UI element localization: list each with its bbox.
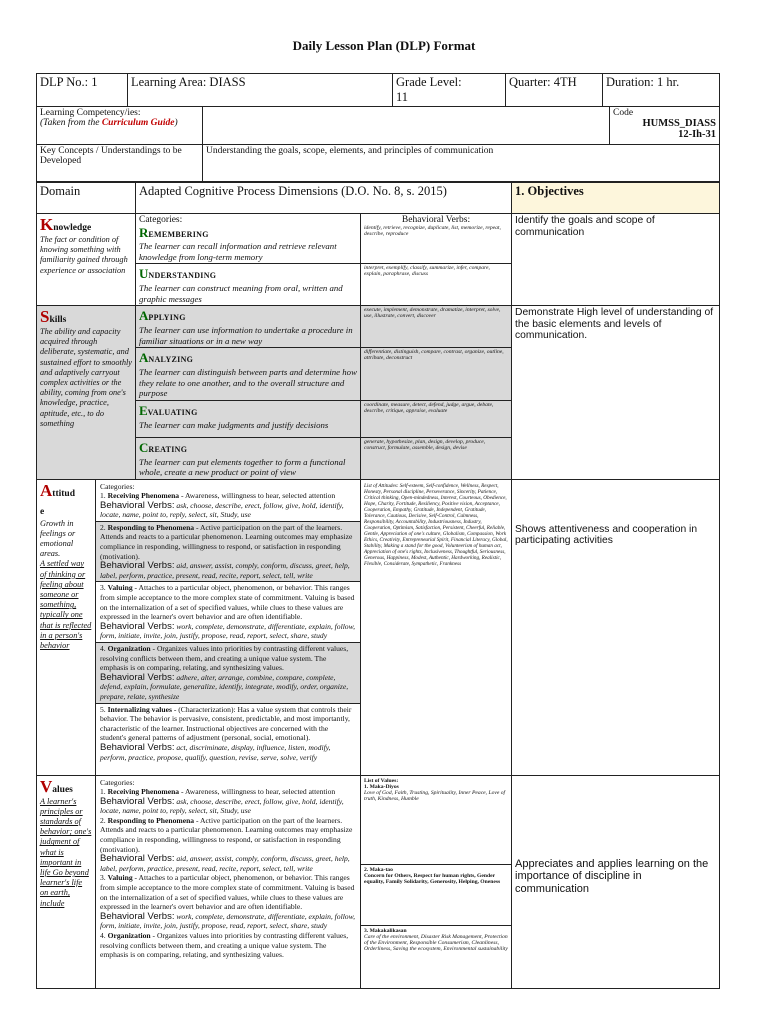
key-concepts-label: Key Concepts / Understandings to be Developed [37, 145, 203, 182]
evaluating-verbs: coordinate, measure, detect, defend, judge, argue, debate, describe, critique, appraise, evaluate [361, 400, 512, 437]
values-categories: Categories: 1. Receiving Phenomena - Awareness, willingness to hear, selected attention Behavioral Verbs: ask, choose, describe, erect, follow, give, hold, identify, locate, name, point to, reply, select, sit, Study, use 2. Responding to Phenomena - Active participation on the part of the learners. Attends and reacts to a particular phenomenon. Learning outcomes may emphasize compliance in responding, willingness to respond, or satisfaction in responding (motivation). Behavioral Verbs: aid, answer, assist, comply, conform, discuss, greet, help, label, perform, practice, present, read, recite, report, select, tell, write 3. Valuing - Attaches to a particular object, phenomenon, or behavior. This ranges from simple acceptance to the more complex state of commitment. Valuing is based on the internalization of a set of specified values, while clues to these values are expressed in the learner's overt behavior and are often identifiable. Behavioral Verbs: work, complete, demonstrate, differentiate, explain, follow, form, initiate, invite, join, justify, propose, read, report, select, share, study 4. Organization - Organizes values into priorities by contrasting different values, resolving conflicts between them, and creating a unique value system. The emphasis is on comparing, relating, and synthesizing values. [96, 775, 361, 988]
skills-desc: The ability and capacity acquired through deliberate, systematic, and sustained effort to smoothly and adaptively carryout complex activities or the ability, coming from one's knowledge, practice, aptitude, etc., to do something [40, 327, 132, 428]
remembering-cell: Categories: Remembering The learner can recall information and retrieve relevant knowledge from long-term memory [136, 214, 361, 264]
quarter: Quarter: 4TH [506, 74, 603, 107]
knowledge-cell: Knowledge The fact or condition of knowing something with familiarity gained through experience or association [37, 214, 136, 306]
analyzing-verbs: differentiate, distinguish, compare, contrast, organize, outline, attribute, deconstruct [361, 348, 512, 401]
adapted-header: Adapted Cognitive Process Dimensions (D.O. No. 8, s. 2015) [136, 183, 512, 214]
objectives-header: 1. Objectives [512, 183, 720, 214]
skills-objective: Demonstrate High level of understanding of the basic elements and levels of communication. [512, 306, 720, 480]
competency-table [36, 106, 720, 182]
competency-label-cell: Learning Competency/ies: (Taken from the Curriculum Guide) [37, 107, 203, 145]
skills-cell: Skills The ability and capacity acquired through deliberate, systematic, and sustained effort to smoothly and adaptively carryout complex activities or the ability, coming from one's knowledge, practice, aptitude, etc., to do something [37, 306, 136, 480]
competency-value [203, 107, 610, 145]
understanding-verbs: interpret, exemplify, classify, summarize, infer, compare, explain, paraphrase, discuss [361, 264, 512, 306]
attitude-categories: Categories: 1. Receiving Phenomena - Awareness, willingness to hear, selected attention Behavioral Verbs: ask, choose, describe, erect, follow, give, hold, identify, locate, name, point to, reply, select, sit, Study, use 2. Responding to Phenomena - Active participation on the part of the learners. Attends and reacts to a particular phenomenon. Learning outcomes may emphasize compliance in responding, willingness to respond, or satisfaction in responding (motivation). Behavioral Verbs: aid, answer, assist, comply, conform, discuss, greet, help, label, perform, practice, present, read, recite, report, select, tell, write 3. Valuing - Attaches to a particular object, phenomenon, or behavior. This ranges from simple acceptance to the more complex state of commitment. Valuing is based on the internalization of a set of specified values, while clues to these values are expressed in the learner's overt behavior and are often identifiable. Behavioral Verbs: work, complete, demonstrate, differentiate, explain, follow, form, initiate, invite, join, justify, propose, read, report, select, share, study 4. Organization - Organizes values into priorities by contrasting different values, resolving conflicts between them, and creating a unique value system. The emphasis is on comparing, relating, and synthesizing values. Behavioral Verbs: adhere, alter, arrange, combine, compare, complete, defend, explain, formulate, generalize, identify, integrate, modify, order, organize, prepare, relate, synthesize 5. Internalizing values - (Characterization): Has a value system that controls their behavior. The behavior is pervasive, consistent, predictable, and most importantly, characteristic of the learner. Instructional objectives are concerned with the student's general patterns of adjustment (personal, social, emotional). Behavioral Verbs: act, discriminate, display, influence, listen, modify, perform, practice, propose, qualify, question, revise, serve, solve, verify [96, 479, 361, 775]
key-concepts-text: Understanding the goals, scope, elements, and principles of communication [203, 145, 720, 182]
learning-area: Learning Area: DIASS [128, 74, 393, 107]
values-cell: Values A learner's principles or standards of behavior; one's judgment of what is important in life Go beyond learner's life on earth, include [37, 775, 96, 988]
domain-header: Domain [37, 183, 136, 214]
code-cell: Code HUMSS_DIASS 12-Ih-31 [610, 107, 720, 145]
creating-cell: Creating The learner can put elements together to form a functional whole, create a new product or point of view [136, 437, 361, 479]
values-objective: Appreciates and applies learning on the importance of discipline in communication [512, 775, 720, 988]
duration: Duration: 1 hr. [603, 74, 720, 107]
remembering-verbs: Behavioral Verbs: identify, retrieve, recognize, duplicate, list, memorize, repeat, describe, reproduce [361, 214, 512, 264]
applying-verbs: execute, implement, demonstrate, dramatize, interpret, solve, use, illustrate, convert, discover [361, 306, 512, 348]
understanding-cell: Understanding The learner can construct meaning from oral, written and graphic messages [136, 264, 361, 306]
domain-table [36, 182, 720, 989]
attitude-objective: Shows attentiveness and cooperation in participating activities [512, 479, 720, 775]
applying-cell: Applying The learner can use information to undertake a procedure in familiar situations or in a new way [136, 306, 361, 348]
grade-level: Grade Level: 11 [393, 74, 506, 107]
dlp-number: DLP No.: 1 [37, 74, 128, 107]
evaluating-cell: Evaluating The learner can make judgments and justify decisions [136, 400, 361, 437]
knowledge-desc: The fact or condition of knowing something with familiarity gained through experience or association [40, 235, 128, 275]
analyzing-cell: Analyzing The learner can distinguish between parts and determine how they relate to one another, and to the overall structure and purpose [136, 348, 361, 401]
document-title: Daily Lesson Plan (DLP) Format [292, 38, 476, 53]
attitudes-list: List of Attitudes: Self-esteem, Self-confidence, Wellness, Respect, Honesty, Personal discipline, Perseverance, Sincerity, Patience, Critical thinking, Open-mindedness, Interest, Courteous, Obedience, Hope, Charity, Fortitude, Resiliency, Positive vision, Acceptance, Cooperation, Empathy, Gratitude, Independent, Gratitude, Tolerance, Cautious, Decisive, Self-Control, Calmness, Responsibility, Accountability, Industriousness, Industry, Cooperation, Optimism, Satisfaction, Persistent, Cheerful, Reliable, Gentle, Appreciation of one's culture, Globalism, Compassion, Work Ethics, Creativity, Entrepreneurial Spirit, Financial Literacy, Global, Stability, Making a stand for the good, Volunteerism of human act, Appreciation of one's rights, Inclusiveness, Thoughtful, Seriousness, Generous, Happiness, Modest, Authentic, Hardworking, Realistic, Flexible, Considerate, Sympathetic, Frankness [361, 479, 512, 775]
values-list: List of Values: 1. Maka-Diyos Love of God, Faith, Trusting, Spirituality, Inner Peace, Love of truth, Kindness, Humble 2. Maka-tao Concern for Others, Respect for human rights, Gender equality, Family Solidarity, Generosity, Helping, Oneness 3. Makakalikasan Care of the environment, Disaster Risk Management, Protection of the Environment, Responsible Consumerism, Cleanliness, Orderliness, Saving the ecosystem, Environmental sustainability [361, 775, 512, 988]
creating-verbs: generate, hypothesize, plan, design, develop, produce, construct, formulate, assemble, design, devise [361, 437, 512, 479]
header-table [36, 73, 720, 107]
knowledge-objective: Identify the goals and scope of communication [512, 214, 720, 306]
attitude-cell: Attitud e Growth in feelings or emotional areas. A settled way of thinking or feeling about someone or something, typically one that is reflected in a person's behavior [37, 479, 96, 775]
